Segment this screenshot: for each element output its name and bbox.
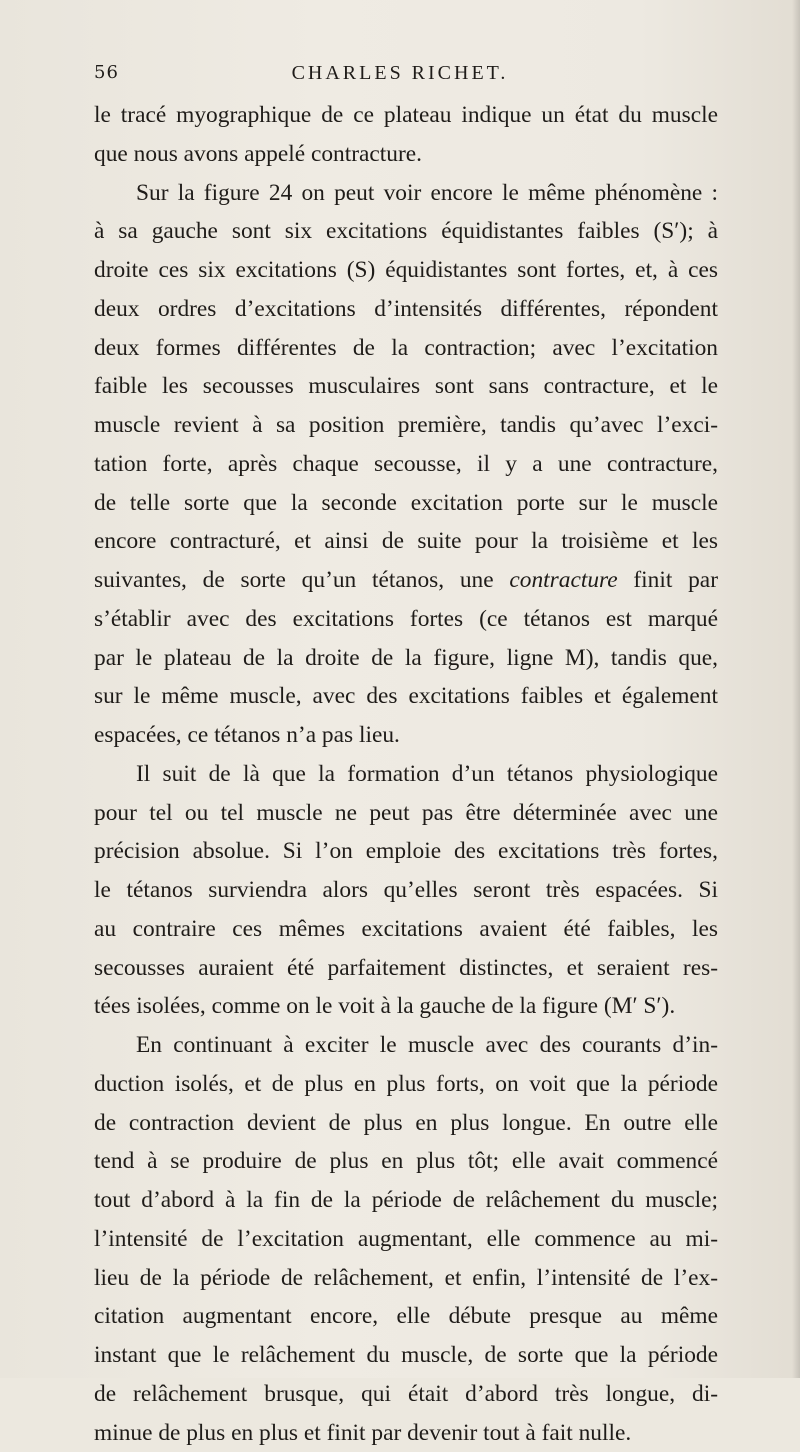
text-line-content: précision absolue. Si l’on emploie des excitations très fortes,	[94, 838, 718, 864]
text-line-content: l’intensité de l’excitation augmentant, elle commence au mi-	[94, 1226, 718, 1252]
text-line	[94, 212, 718, 251]
text-line-content: secousses auraient été parfaitement distinctes, et seraient res-	[94, 955, 718, 981]
text-line	[94, 96, 718, 135]
text-line-tail: finit par	[633, 567, 718, 593]
text-line	[94, 1104, 718, 1143]
text-line	[94, 174, 718, 213]
text-line	[94, 639, 718, 678]
text-line-content: s’établir avec des excitations fortes (ce tétanos est marqué	[94, 606, 718, 632]
text-line	[94, 1297, 718, 1336]
text-line	[94, 367, 718, 406]
text-line-content: En continuant à exciter le muscle avec des courants d’in-	[136, 1032, 718, 1058]
text-line-content: instant que le relâchement du muscle, de sorte que la période	[94, 1342, 718, 1368]
text-line	[94, 251, 718, 290]
text-line	[94, 406, 718, 445]
text-line-content: le tétanos surviendra alors qu’elles seront très espacées. Si	[94, 877, 718, 903]
text-line-content: muscle revient à sa position première, tandis qu’avec l’exci-	[94, 412, 718, 438]
text-line-content: encore contracturé, et ainsi de suite pour la troisième et les	[94, 528, 718, 554]
text-line	[94, 1220, 718, 1259]
text-line-content: de telle sorte que la seconde excitation porte sur le muscle	[94, 490, 718, 516]
text-line-content: à sa gauche sont six excitations équidistantes faibles (S′); à	[94, 218, 718, 244]
text-line-content: tout d’abord à la fin de la période de relâchement du muscle;	[94, 1187, 718, 1213]
text-line-content: de contraction devient de plus en plus longue. En outre elle	[94, 1110, 718, 1136]
text-line-content: suivantes, de sorte qu’un tétanos, une	[94, 567, 494, 593]
text-line	[94, 1065, 718, 1104]
text-line	[94, 1142, 718, 1181]
text-line-content: tation forte, après chaque secousse, il y a une contracture,	[94, 451, 718, 477]
text-line	[94, 716, 718, 755]
text-line	[94, 949, 718, 988]
italic-term: contracture	[509, 567, 617, 593]
text-line-content: deux ordres d’excitations d’intensités différentes, répondent	[94, 296, 718, 322]
text-line	[94, 561, 718, 600]
text-line-content: espacées, ce tétanos n’a pas lieu.	[94, 722, 400, 748]
text-line	[94, 484, 718, 523]
text-line-content: tées isolées, comme on le voit à la gauche de la figure (M′ S′).	[94, 993, 675, 1019]
text-line-content: lieu de la période de relâchement, et enfin, l’intensité de l’ex-	[94, 1265, 718, 1291]
text-line	[94, 755, 718, 794]
page-number: 56	[94, 62, 119, 83]
running-head: CHARLES RICHET.	[0, 62, 800, 85]
text-line-content: citation augmentant encore, elle débute presque au même	[94, 1303, 718, 1329]
text-line	[94, 522, 718, 561]
text-line-content: Il suit de là que la formation d’un tétanos physiologique	[136, 761, 718, 787]
body-text	[94, 96, 718, 1452]
text-line-content: tend à se produire de plus en plus tôt; elle avait commencé	[94, 1148, 718, 1174]
text-line	[94, 600, 718, 639]
text-line-content: le tracé myographique de ce plateau indique un état du muscle	[94, 102, 718, 128]
text-line-content: au contraire ces mêmes excitations avaient été faibles, les	[94, 916, 718, 942]
text-line	[94, 987, 718, 1026]
text-line	[94, 1414, 718, 1452]
text-line	[94, 910, 718, 949]
text-line-content: de relâchement brusque, qui était d’abord très longue, di-	[94, 1381, 718, 1407]
text-line	[94, 1181, 718, 1220]
text-line	[94, 871, 718, 910]
text-line-content: duction isolés, et de plus en plus forts, on voit que la période	[94, 1071, 718, 1097]
text-line	[94, 329, 718, 368]
text-line	[94, 832, 718, 871]
text-line	[94, 1336, 718, 1375]
text-line	[94, 1259, 718, 1298]
text-line	[94, 445, 718, 484]
text-line-content: sur le même muscle, avec des excitations faibles et également	[94, 683, 718, 709]
text-line	[94, 135, 718, 174]
page-edge-shadow	[792, 0, 800, 1378]
text-line	[94, 677, 718, 716]
text-line-content: droite ces six excitations (S) équidistantes sont fortes, et, à ces	[94, 257, 718, 283]
text-line-content: que nous avons appelé contracture.	[94, 141, 422, 167]
text-line-content: par le plateau de la droite de la figure, ligne M), tandis que,	[94, 645, 718, 671]
text-line-content: deux formes différentes de la contraction; avec l’excitation	[94, 335, 718, 361]
text-line-content: faible les secousses musculaires sont sans contracture, et le	[94, 373, 718, 399]
text-line	[94, 290, 718, 329]
text-line-content: Sur la figure 24 on peut voir encore le même phénomène :	[136, 180, 718, 206]
page-header	[0, 62, 800, 92]
text-line	[94, 794, 718, 833]
text-line-content: pour tel ou tel muscle ne peut pas être déterminée avec une	[94, 800, 718, 826]
text-line-content: minue de plus en plus et finit par devenir tout à fait nulle.	[94, 1420, 631, 1446]
text-line	[94, 1375, 718, 1414]
text-line	[94, 1026, 718, 1065]
